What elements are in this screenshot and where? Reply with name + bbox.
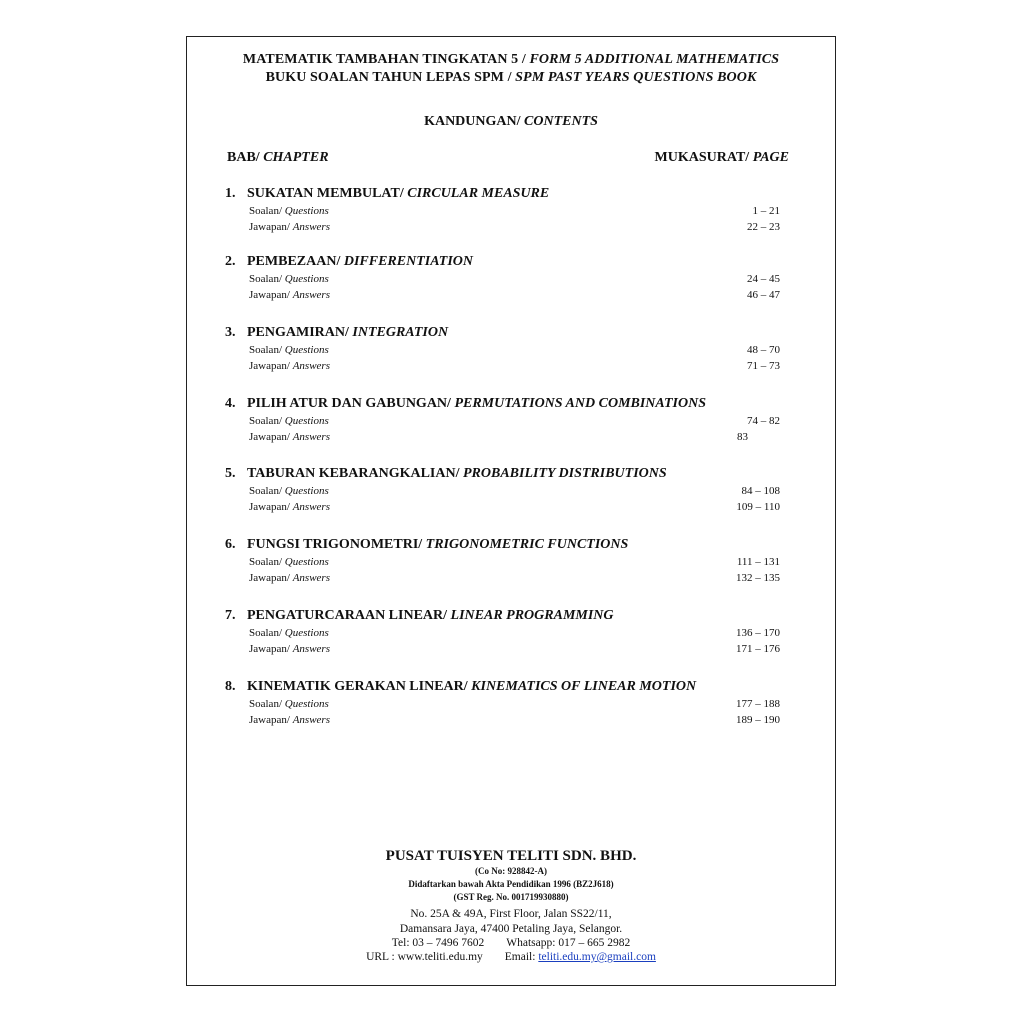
registration-statement: Didaftarkan bawah Akta Pendidikan 1996 (BZ2J618) bbox=[408, 879, 614, 889]
questions-label-malay: Soalan/ bbox=[249, 273, 285, 285]
chapter-entry bbox=[225, 465, 800, 515]
chapter-number: 6. bbox=[225, 537, 236, 552]
chapter-number: 5. bbox=[225, 466, 236, 481]
answers-row bbox=[249, 570, 800, 586]
questions-label-malay: Soalan/ bbox=[249, 698, 285, 710]
chapter-title-english: LINEAR PROGRAMMING bbox=[450, 608, 614, 623]
page-column-header-english: PAGE bbox=[752, 150, 789, 165]
answers-page-range: 71 – 73 bbox=[747, 360, 780, 372]
questions-label-english: Questions bbox=[284, 273, 329, 285]
chapter-title-english: INTEGRATION bbox=[352, 325, 449, 340]
chapter-title bbox=[225, 607, 800, 625]
answers-label-malay: Jawapan/ bbox=[249, 643, 293, 655]
questions-label-malay: Soalan/ bbox=[249, 415, 285, 427]
questions-page-range: 136 – 170 bbox=[736, 627, 780, 639]
questions-label-english: Questions bbox=[284, 415, 329, 427]
chapter-column-header bbox=[227, 150, 329, 166]
answers-page-range: 109 – 110 bbox=[736, 501, 780, 513]
answers-row bbox=[249, 219, 800, 235]
chapter-title-malay: PEMBEZAAN/ bbox=[247, 254, 344, 269]
answers-row bbox=[249, 499, 800, 515]
questions-label-english: Questions bbox=[284, 344, 329, 356]
answers-label-english: Answers bbox=[292, 501, 330, 513]
answers-row bbox=[249, 358, 800, 374]
questions-row bbox=[249, 342, 800, 358]
chapter-title-english: DIFFERENTIATION bbox=[343, 254, 473, 269]
chapter-entry bbox=[225, 536, 800, 586]
questions-page-range: 74 – 82 bbox=[747, 415, 780, 427]
email-label: Email: bbox=[504, 951, 539, 963]
questions-row bbox=[249, 696, 800, 712]
answers-row bbox=[249, 712, 800, 728]
contents-heading-english: CONTENTS bbox=[524, 114, 598, 129]
title-line-2-english: SPM PAST YEARS QUESTIONS BOOK bbox=[515, 70, 757, 85]
questions-label-malay: Soalan/ bbox=[249, 556, 285, 568]
contact-phone-line bbox=[187, 937, 835, 949]
questions-row bbox=[249, 625, 800, 641]
questions-row bbox=[249, 483, 800, 499]
page-column-header bbox=[655, 150, 789, 166]
page-column-header-malay: MUKASURAT/ bbox=[654, 150, 753, 165]
questions-page-range: 1 – 21 bbox=[752, 205, 780, 217]
chapter-number: 2. bbox=[225, 254, 236, 269]
chapter-column-header-malay: BAB/ bbox=[227, 150, 264, 165]
questions-page-range: 48 – 70 bbox=[747, 344, 780, 356]
chapter-entry bbox=[225, 395, 800, 445]
questions-label-english: Questions bbox=[284, 485, 329, 497]
questions-page-range: 24 – 45 bbox=[747, 273, 780, 285]
chapter-entry bbox=[225, 607, 800, 657]
answers-label-english: Answers bbox=[292, 221, 330, 233]
answers-label-english: Answers bbox=[292, 714, 330, 726]
contents-heading bbox=[187, 114, 835, 130]
address-line-1: No. 25A & 49A, First Floor, Jalan SS22/11, bbox=[410, 908, 612, 920]
questions-row bbox=[249, 554, 800, 570]
chapter-title-english: PROBABILITY DISTRIBUTIONS bbox=[462, 466, 667, 481]
document-page bbox=[186, 36, 836, 986]
contents-heading-malay: KANDUNGAN/ bbox=[424, 114, 525, 129]
whatsapp-number: Whatsapp: 017 – 665 2982 bbox=[506, 937, 631, 949]
answers-label-english: Answers bbox=[292, 431, 330, 443]
answers-page-range: 171 – 176 bbox=[736, 643, 780, 655]
answers-label-english: Answers bbox=[292, 643, 330, 655]
answers-page-range: 22 – 23 bbox=[747, 221, 780, 233]
chapter-title-malay: PILIH ATUR DAN GABUNGAN/ bbox=[247, 396, 455, 411]
answers-page-range: 83 bbox=[737, 431, 748, 443]
answers-label-malay: Jawapan/ bbox=[249, 221, 293, 233]
chapter-title bbox=[225, 465, 800, 483]
chapter-title-malay: FUNGSI TRIGONOMETRI/ bbox=[247, 537, 426, 552]
questions-label-english: Questions bbox=[284, 698, 329, 710]
title-line-1-malay: MATEMATIK TAMBAHAN TINGKATAN 5 / bbox=[242, 52, 530, 67]
document-title-line-2 bbox=[187, 70, 835, 86]
answers-label-malay: Jawapan/ bbox=[249, 501, 293, 513]
answers-label-malay: Jawapan/ bbox=[249, 360, 293, 372]
chapter-entry bbox=[225, 678, 800, 728]
questions-label-english: Questions bbox=[284, 556, 329, 568]
questions-label-english: Questions bbox=[284, 205, 329, 217]
answers-label-malay: Jawapan/ bbox=[249, 572, 293, 584]
questions-page-range: 111 – 131 bbox=[736, 556, 780, 568]
email-link[interactable]: teliti.edu.my@gmail.com bbox=[538, 951, 656, 963]
chapter-title bbox=[225, 185, 800, 203]
chapter-title-malay: SUKATAN MEMBULAT/ bbox=[247, 186, 408, 201]
address-line-2: Damansara Jaya, 47400 Petaling Jaya, Selangor. bbox=[399, 923, 623, 935]
questions-page-range: 177 – 188 bbox=[736, 698, 780, 710]
chapter-title-malay: PENGATURCARAAN LINEAR/ bbox=[247, 608, 451, 623]
answers-page-range: 132 – 135 bbox=[736, 572, 780, 584]
answers-page-range: 189 – 190 bbox=[736, 714, 780, 726]
answers-row bbox=[249, 429, 800, 445]
chapter-title bbox=[225, 678, 800, 696]
title-line-1-english: FORM 5 ADDITIONAL MATHEMATICS bbox=[529, 52, 780, 67]
questions-label-malay: Soalan/ bbox=[249, 205, 285, 217]
chapter-number: 3. bbox=[225, 325, 236, 340]
website-url: URL : www.teliti.edu.my bbox=[366, 951, 483, 963]
chapter-entry bbox=[225, 185, 800, 235]
answers-label-malay: Jawapan/ bbox=[249, 431, 293, 443]
company-name: PUSAT TUISYEN TELITI SDN. BHD. bbox=[385, 848, 637, 864]
questions-label-malay: Soalan/ bbox=[249, 627, 285, 639]
chapter-title bbox=[225, 395, 800, 413]
answers-label-english: Answers bbox=[292, 289, 330, 301]
chapter-title bbox=[225, 536, 800, 554]
answers-row bbox=[249, 287, 800, 303]
answers-row bbox=[249, 641, 800, 657]
chapter-number: 1. bbox=[225, 186, 236, 201]
chapter-title-english: CIRCULAR MEASURE bbox=[407, 186, 550, 201]
answers-page-range: 46 – 47 bbox=[747, 289, 780, 301]
company-number: (Co No: 928842-A) bbox=[475, 866, 547, 876]
questions-label-malay: Soalan/ bbox=[249, 344, 285, 356]
questions-label-malay: Soalan/ bbox=[249, 485, 285, 497]
chapter-title bbox=[225, 253, 800, 271]
chapter-title-english: KINEMATICS OF LINEAR MOTION bbox=[471, 679, 697, 694]
chapter-number: 8. bbox=[225, 679, 236, 694]
chapter-entry bbox=[225, 324, 800, 374]
document-title-line-1 bbox=[187, 52, 835, 68]
telephone-number: Tel: 03 – 7496 7602 bbox=[391, 937, 485, 949]
gst-registration: (GST Reg. No. 001719930880) bbox=[453, 892, 569, 902]
contact-web-line bbox=[187, 951, 835, 963]
chapter-title bbox=[225, 324, 800, 342]
chapter-title-english: TRIGONOMETRIC FUNCTIONS bbox=[425, 537, 629, 552]
chapter-column-header-english: CHAPTER bbox=[263, 150, 329, 165]
chapter-title-english: PERMUTATIONS AND COMBINATIONS bbox=[454, 396, 706, 411]
answers-label-malay: Jawapan/ bbox=[249, 714, 293, 726]
chapter-number: 4. bbox=[225, 396, 236, 411]
chapter-title-malay: PENGAMIRAN/ bbox=[247, 325, 353, 340]
questions-page-range: 84 – 108 bbox=[741, 485, 780, 497]
questions-row bbox=[249, 271, 800, 287]
questions-row bbox=[249, 203, 800, 219]
title-line-2-malay: BUKU SOALAN TAHUN LEPAS SPM / bbox=[265, 70, 516, 85]
chapter-entry bbox=[225, 253, 800, 303]
answers-label-malay: Jawapan/ bbox=[249, 289, 293, 301]
chapter-title-malay: TABURAN KEBARANGKALIAN/ bbox=[247, 466, 463, 481]
answers-label-english: Answers bbox=[292, 360, 330, 372]
questions-row bbox=[249, 413, 800, 429]
questions-label-english: Questions bbox=[284, 627, 329, 639]
answers-label-english: Answers bbox=[292, 572, 330, 584]
chapter-title-malay: KINEMATIK GERAKAN LINEAR/ bbox=[247, 679, 472, 694]
chapter-number: 7. bbox=[225, 608, 236, 623]
